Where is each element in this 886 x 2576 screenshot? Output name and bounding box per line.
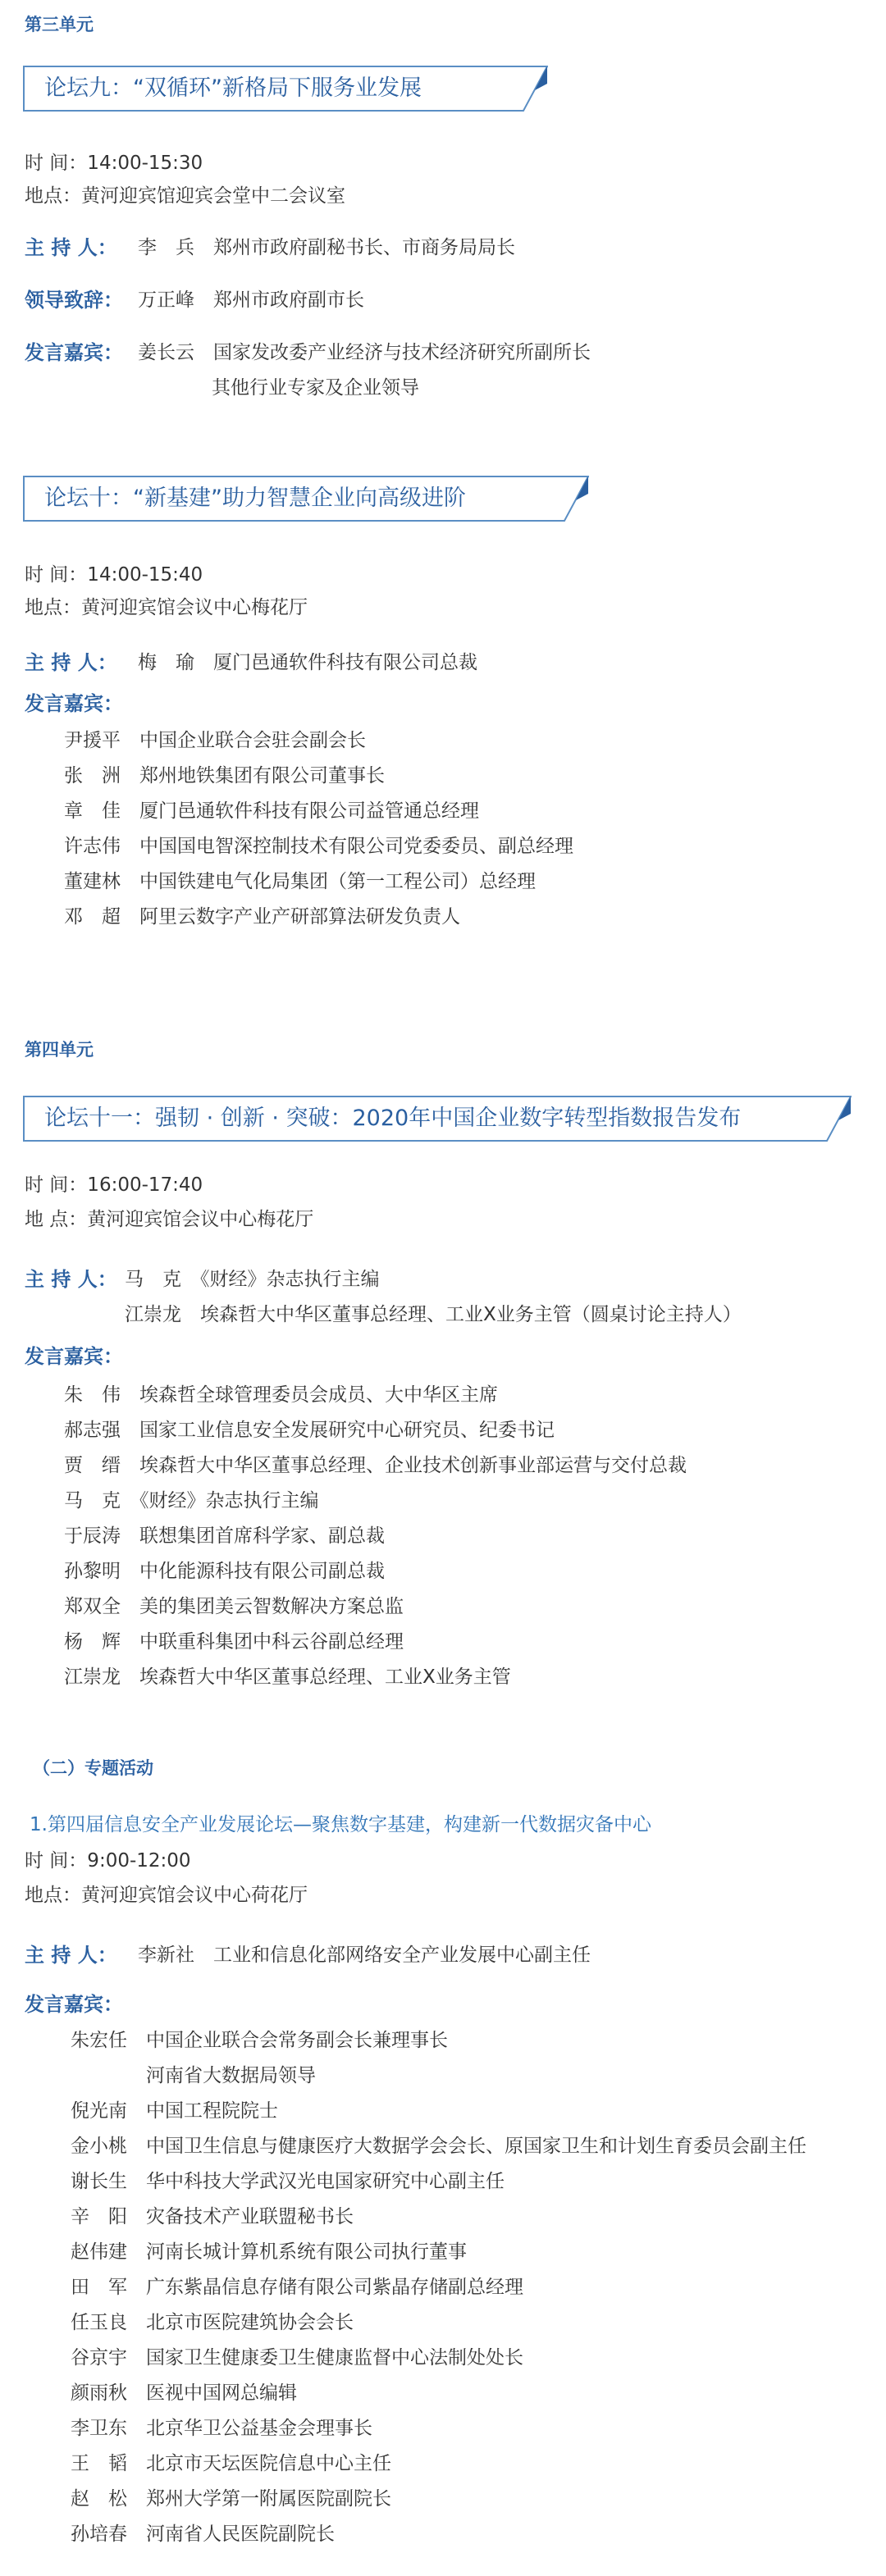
forum9-speaker-label: 发言嘉宾：: [25, 341, 123, 364]
speaker-line: 辛 阳 灾备技术产业联盟秘书长: [71, 2206, 354, 2227]
forum10-host: 梅 瑜 厦门邑通软件科技有限公司总裁: [138, 652, 477, 673]
speaker-line: 谷京宇 国家卫生健康委卫生健康监督中心法制处处长: [71, 2347, 523, 2369]
speaker-line: 杨 辉 中联重科集团中科云谷副总经理: [64, 1631, 404, 1653]
forum11-time: 时 间：16:00-17:40: [25, 1174, 203, 1196]
host-line: 马 克 《财经》杂志执行主编: [125, 1269, 380, 1290]
speaker-line: 其他行业专家及企业领导: [212, 377, 419, 399]
speaker-line: 颜雨秋 医视中国网总编辑: [71, 2382, 297, 2404]
forum9-host-label: 主 持 人：: [25, 236, 117, 259]
speaker-line: 贾 缙 埃森哲大中华区董事总经理、企业技术创新事业部运营与交付总裁: [64, 1455, 687, 1476]
forum11-title: 论坛十一：强韧 · 创新 · 突破：2020年中国企业数字转型指数报告发布: [44, 1106, 742, 1131]
speaker-line: 倪光南 中国工程院院士: [71, 2100, 278, 2122]
speaker-line: 孙培春 河南省人民医院副院长: [71, 2524, 335, 2545]
speaker-line: 王 韬 北京市天坛医院信息中心主任: [71, 2453, 391, 2474]
special-heading: （二）专题活动: [33, 1758, 153, 1778]
speaker-line: 田 军 广东紫晶信息存储有限公司紫晶存储副总经理: [71, 2277, 523, 2298]
forum9-time: 时 间：14:00-15:30: [25, 153, 203, 174]
forum11-host-label: 主 持 人：: [25, 1268, 117, 1291]
forum11-speaker-label: 发言嘉宾：: [25, 1345, 123, 1368]
speaker-line: 郝志强 国家工业信息安全发展研究中心研究员、纪委书记: [64, 1420, 555, 1441]
forum10-banner: [23, 476, 589, 522]
speaker-line: 许志伟 中国国电智深控制技术有限公司党委委员、副总经理: [64, 836, 573, 857]
speaker-line: 赵伟建 河南长城计算机系统有限公司执行董事: [71, 2241, 467, 2263]
speaker-line: 于辰涛 联想集团首席科学家、副总裁: [64, 1525, 385, 1547]
special-venue: 地点：黄河迎宾馆会议中心荷花厅: [25, 1885, 308, 1906]
forum9-leader: 万正峰 郑州市政府副市长: [138, 290, 364, 311]
host-line: 江崇龙 埃森哲大中华区董事总经理、工业X业务主管（圆桌讨论主持人）: [125, 1304, 742, 1325]
speaker-line: 金小桃 中国卫生信息与健康医疗大数据学会会长、原国家卫生和计划生育委员会副主任: [71, 2136, 806, 2157]
special-time: 时 间：9:00-12:00: [25, 1850, 191, 1872]
forum9-title: 论坛九：“双循环”新格局下服务业发展: [44, 75, 422, 101]
speaker-line: 李卫东 北京华卫公益基金会理事长: [71, 2418, 372, 2439]
forum9-host: 李 兵 郑州市政府副秘书长、市商务局局长: [138, 237, 515, 258]
special-host: 李新社 工业和信息化部网络安全产业发展中心副主任: [138, 1945, 591, 1966]
forum11-venue: 地 点：黄河迎宾馆会议中心梅花厅: [25, 1209, 314, 1230]
forum10-venue: 地点：黄河迎宾馆会议中心梅花厅: [25, 597, 308, 618]
speaker-line: 郑双全 美的集团美云智数解决方案总监: [64, 1596, 404, 1617]
special-host-label: 主 持 人：: [25, 1944, 117, 1967]
forum10-time: 时 间：14:00-15:40: [25, 564, 203, 586]
unit3-heading: 第三单元: [25, 15, 94, 34]
speaker-line: 谢长生 华中科技大学武汉光电国家研究中心副主任: [71, 2171, 505, 2192]
speaker-line: 赵 松 郑州大学第一附属医院副院长: [71, 2488, 391, 2510]
speaker-line: 董建林 中国铁建电气化局集团（第一工程公司）总经理: [64, 871, 536, 892]
speaker-line: 邓 超 阿里云数字产业产研部算法研发负责人: [64, 906, 460, 928]
speaker-line: 河南省大数据局领导: [71, 2065, 316, 2086]
special-title: 1.第四届信息安全产业发展论坛—聚焦数字基建，构建新一代数据灾备中心: [30, 1814, 651, 1835]
speaker-line: 朱 伟 埃森哲全球管理委员会成员、大中华区主席: [64, 1384, 498, 1406]
speaker-line: 尹援平 中国企业联合会驻会副会长: [64, 730, 366, 751]
special-speaker-label: 发言嘉宾：: [25, 1993, 123, 2016]
speaker-line: 任玉良 北京市医院建筑协会会长: [71, 2312, 354, 2333]
forum10-speaker-label: 发言嘉宾：: [25, 692, 123, 715]
speaker-line: 章 佳 厦门邑通软件科技有限公司益管通总经理: [64, 800, 479, 822]
speaker-line: 张 洲 郑州地铁集团有限公司董事长: [64, 765, 385, 786]
speaker-line: 马 克 《财经》杂志执行主编: [64, 1490, 319, 1511]
speaker-line: 江崇龙 埃森哲大中华区董事总经理、工业X业务主管: [64, 1666, 511, 1688]
forum10-title: 论坛十：“新基建”助力智慧企业向高级进阶: [44, 486, 466, 511]
speaker-line: 朱宏任 中国企业联合会常务副会长兼理事长: [71, 2030, 448, 2051]
forum9-venue: 地点：黄河迎宾馆迎宾会堂中二会议室: [25, 185, 345, 207]
speaker-line: 姜长云 国家发改委产业经济与技术经济研究所副所长: [138, 342, 591, 363]
forum11-banner: [23, 1096, 852, 1142]
forum10-host-label: 主 持 人：: [25, 651, 117, 674]
forum9-banner: [23, 66, 548, 112]
forum9-leader-label: 领导致辞：: [25, 289, 123, 312]
speaker-line: 孙黎明 中化能源科技有限公司副总裁: [64, 1561, 385, 1582]
unit4-heading: 第四单元: [25, 1040, 94, 1060]
